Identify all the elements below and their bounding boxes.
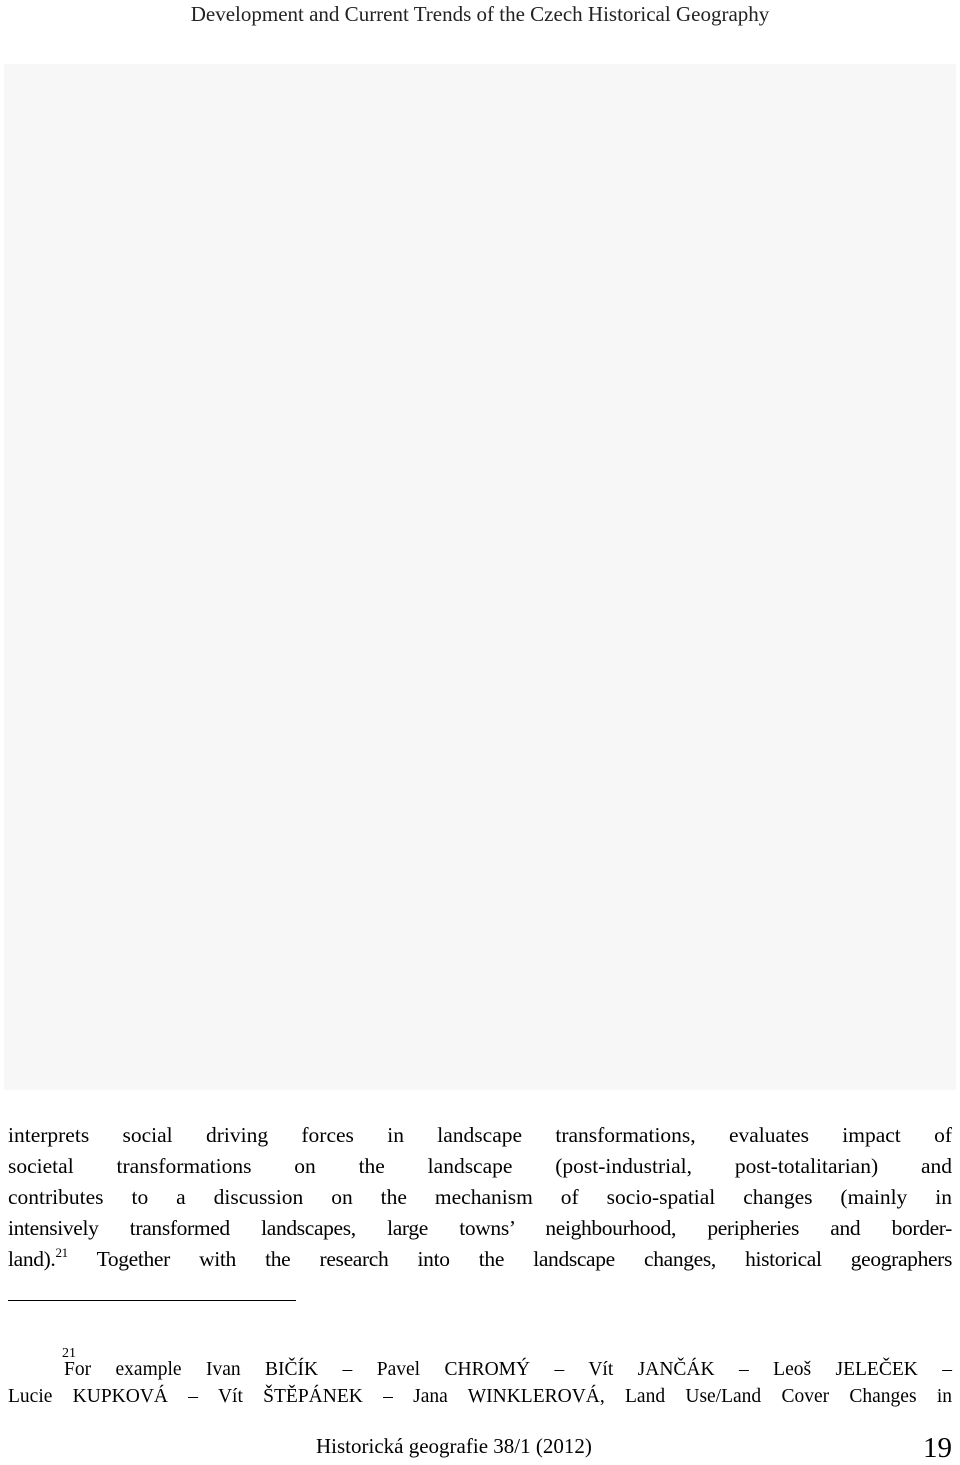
running-header: Development and Current Trends of the Czech Historical Geography	[190, 2, 770, 26]
body-line-5-start: land).	[8, 1247, 56, 1271]
footer-journal-citation: Historická geografie 38/1 (2012)	[316, 1434, 592, 1458]
body-line-1: interprets social driving forces in landscape transformations, evaluates impact of	[8, 1123, 952, 1147]
footnote	[8, 1346, 952, 1410]
page-number: 19	[923, 1432, 952, 1464]
footnote-line-2: Lucie KUPKOVÁ – Vít ŠTĚPÁNEK – Jana WINKLEROVÁ, Land Use/Land Cover Changes in	[8, 1386, 952, 1407]
footnote-number: 21	[62, 1346, 76, 1361]
body-line-4: intensively transformed landscapes, large towns’ neighbourhood, peripheries and border-	[8, 1216, 952, 1240]
body-line-2: societal transformations on the landscape (post-industrial, post-totalitarian) and	[8, 1154, 952, 1178]
body-paragraph	[8, 1120, 952, 1275]
footnote-reference[interactable]: 21	[55, 1245, 68, 1260]
body-line-5-end: Together with the research into the landscape changes, historical geographers	[96, 1247, 952, 1271]
footnote-line-1-text: For example Ivan BIČÍK – Pavel CHROMÝ – Vít JANČÁK – Leoš JELEČEK –	[64, 1359, 952, 1380]
body-line-3: contributes to a discussion on the mechanism of socio-spatial changes (mainly in	[8, 1185, 952, 1209]
figure-placeholder	[4, 64, 956, 1090]
footnote-separator	[8, 1300, 296, 1301]
footnote-line-1	[8, 1346, 952, 1383]
body-line-5	[8, 1244, 952, 1275]
